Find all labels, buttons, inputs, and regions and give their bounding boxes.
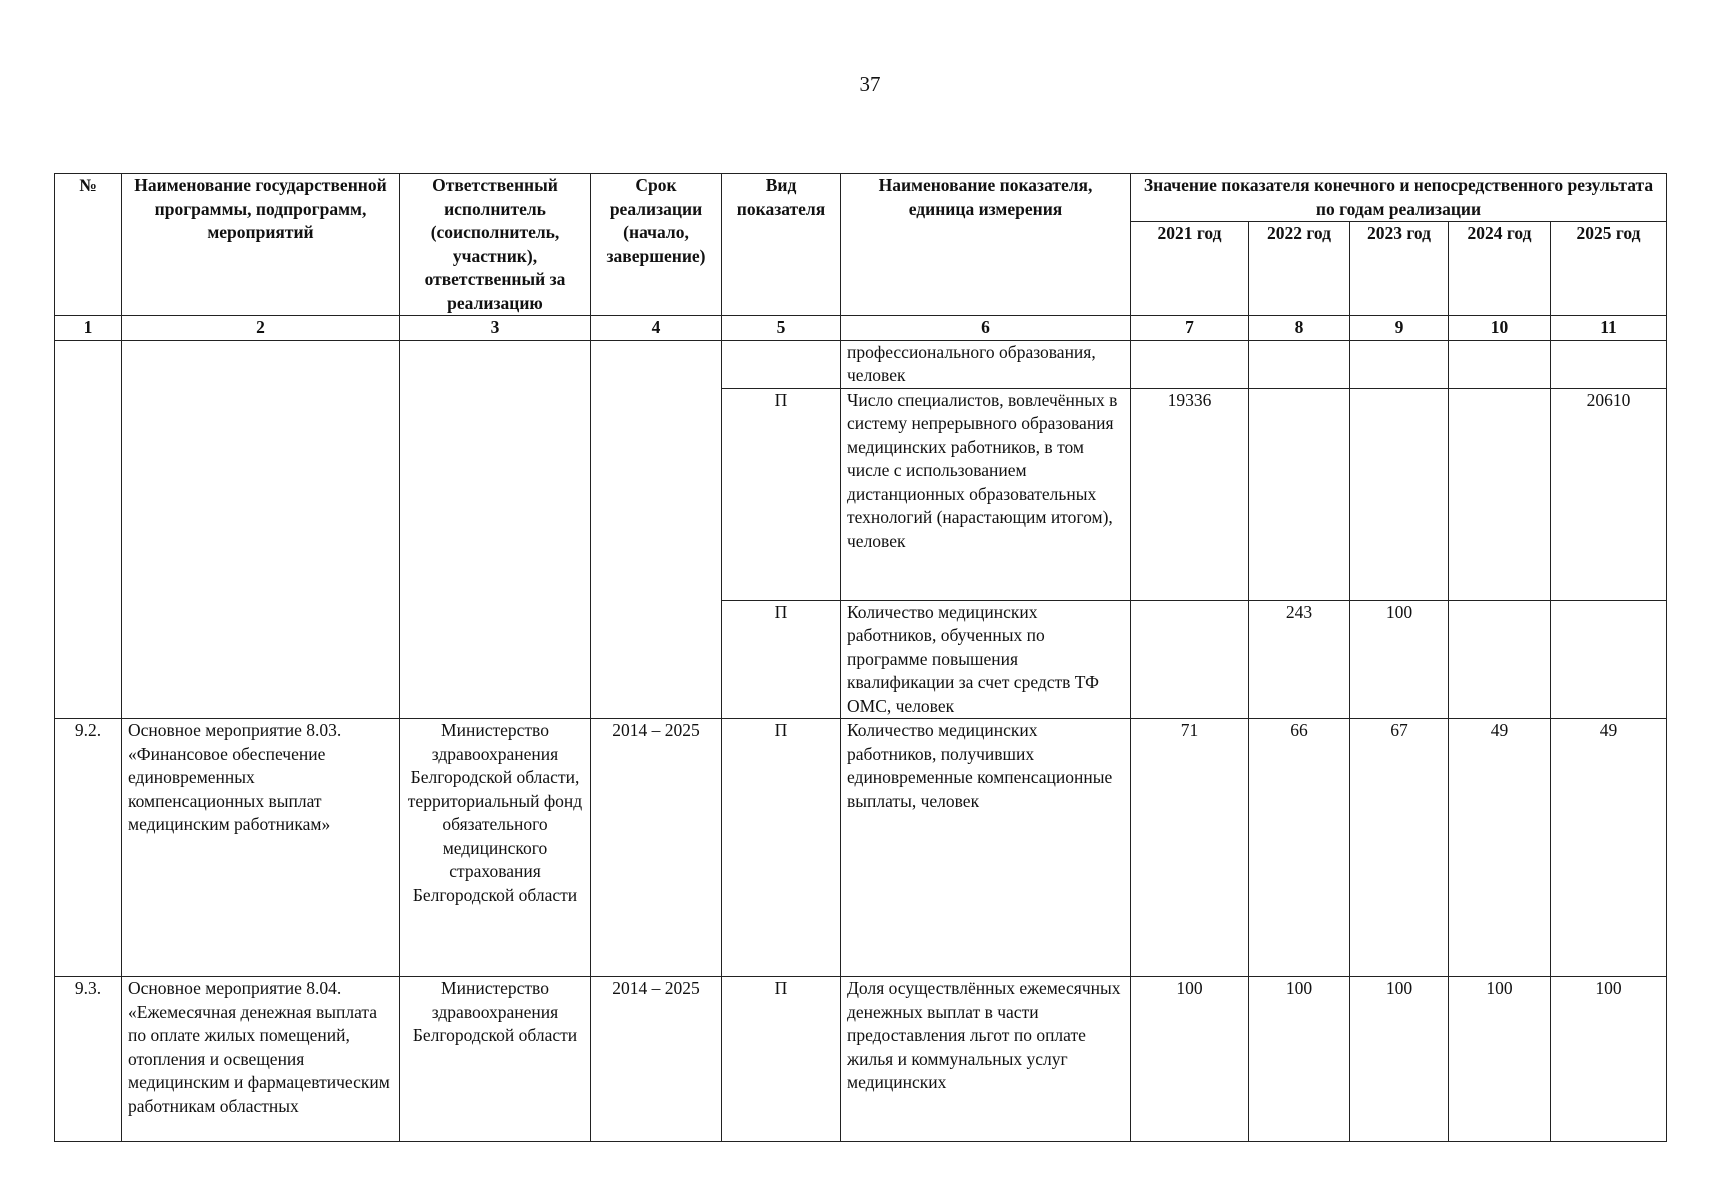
cell-value [1249,388,1350,600]
cell-value [1350,388,1449,600]
cell-executor: Министерство здравоохранения Белгородской области, территориальный фонд обязательного медицинского страхования Белгородской области [400,719,591,977]
header-year-2021: 2021 год [1131,222,1249,316]
header-no: № [55,174,122,316]
column-number: 4 [591,316,722,341]
column-number: 6 [841,316,1131,341]
header-year-2025: 2025 год [1551,222,1667,316]
cell-value: 243 [1249,600,1350,719]
column-numbers-row [55,316,1667,341]
cell-indicator: Количество медицинских работников, получивших единовременные компенсационные выплаты, человек [841,719,1131,977]
cell-value: 100 [1249,977,1350,1142]
column-number: 8 [1249,316,1350,341]
cell-value: 100 [1350,977,1449,1142]
cell-value: 20610 [1551,388,1667,600]
header-year-2022: 2022 год [1249,222,1350,316]
cell-indicator: Количество медицинских работников, обученных по программе повышения квалификации за счет средств ТФ ОМС, человек [841,600,1131,719]
cell-value [1131,340,1249,388]
cell-type: П [722,388,841,600]
header-name: Наименование государственной программы, подпрограмм, мероприятий [122,174,400,316]
cell-type: П [722,977,841,1142]
column-number: 7 [1131,316,1249,341]
cell-no: 9.2. [55,719,122,977]
cell-value: 100 [1350,600,1449,719]
cell-value: 100 [1449,977,1551,1142]
page-number: 37 [859,72,881,96]
cell-type: П [722,600,841,719]
cell-name: Основное мероприятие 8.03. «Финансовое обеспечение единовременных компенсационных выплат медицинским работникам» [122,719,400,977]
cell-value [1449,600,1551,719]
cell-no: 9.3. [55,977,122,1142]
column-number: 10 [1449,316,1551,341]
cell-indicator: Число специалистов, вовлечённых в систему непрерывного образования медицинских работников, в том числе с использованием дистанционных образовательных технологий (нарастающим итогом), человек [841,388,1131,600]
cell-value: 100 [1131,977,1249,1142]
column-number: 11 [1551,316,1667,341]
cell-value: 66 [1249,719,1350,977]
cell-term: 2014 – 2025 [591,719,722,977]
table-row [55,340,1667,388]
indicators-table [54,173,1667,1142]
cell-value [1551,340,1667,388]
cell-value: 49 [1551,719,1667,977]
cell-term [591,340,722,719]
column-number: 9 [1350,316,1449,341]
column-number: 5 [722,316,841,341]
column-number: 2 [122,316,400,341]
cell-executor [400,340,591,719]
header-term: Срок реализации (начало, завершение) [591,174,722,316]
cell-value: 49 [1449,719,1551,977]
column-number: 3 [400,316,591,341]
header-type: Вид показателя [722,174,841,316]
cell-value [1449,340,1551,388]
cell-no [55,340,122,719]
cell-name [122,340,400,719]
cell-value: 19336 [1131,388,1249,600]
cell-executor: Министерство здравоохранения Белгородской области [400,977,591,1142]
cell-type: П [722,719,841,977]
cell-indicator: профессионального образования, человек [841,340,1131,388]
cell-value [1449,388,1551,600]
cell-value: 71 [1131,719,1249,977]
cell-value [1350,340,1449,388]
cell-value [1131,600,1249,719]
header-executor: Ответственный исполнитель (соисполнитель, участник), ответственный за реализацию [400,174,591,316]
cell-term: 2014 – 2025 [591,977,722,1142]
header-row [55,174,1667,222]
header-year-2024: 2024 год [1449,222,1551,316]
column-number: 1 [55,316,122,341]
header-indicator: Наименование показателя, единица измерения [841,174,1131,316]
header-year-2023: 2023 год [1350,222,1449,316]
cell-value: 100 [1551,977,1667,1142]
header-values: Значение показателя конечного и непосредственного результата по годам реализации [1131,174,1667,222]
table-row [55,977,1667,1142]
table-row [55,719,1667,977]
cell-value [1551,600,1667,719]
cell-name: Основное мероприятие 8.04. «Ежемесячная денежная выплата по оплате жилых помещений, отопления и освещения медицинским и фармацевтическим работникам областных [122,977,400,1142]
cell-value: 67 [1350,719,1449,977]
cell-value [1249,340,1350,388]
cell-indicator: Доля осуществлённых ежемесячных денежных выплат в части предоставления льгот по оплате жилья и коммунальных услуг медицинских [841,977,1131,1142]
cell-type [722,340,841,388]
